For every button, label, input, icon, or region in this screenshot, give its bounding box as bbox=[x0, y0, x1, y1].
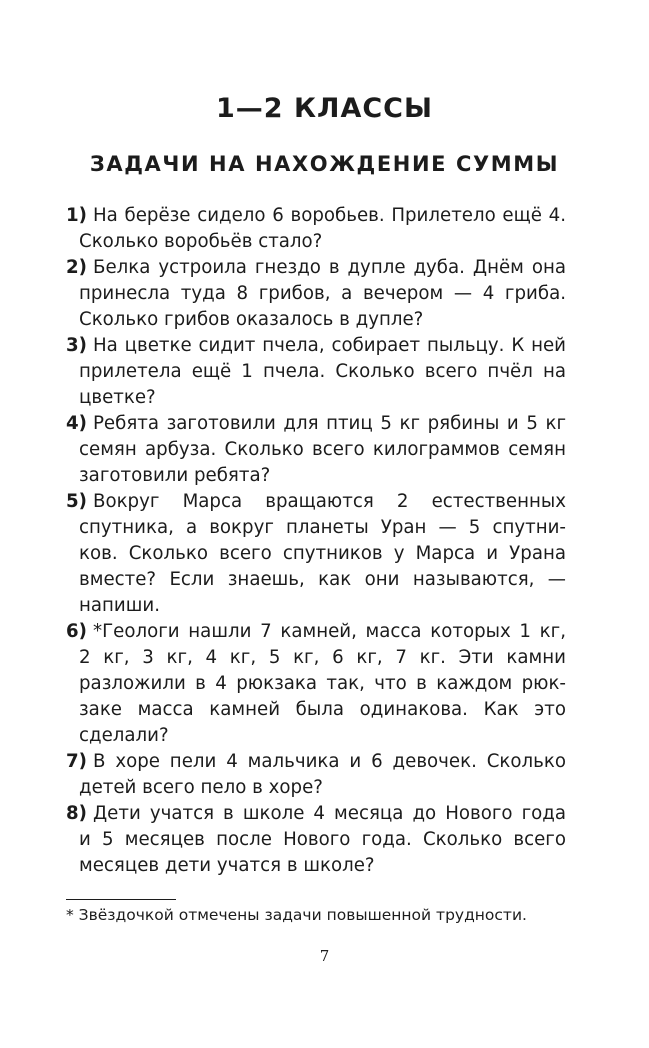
task-text-line: месяцев дети учатся в школе? bbox=[79, 855, 375, 876]
task-6 bbox=[66, 619, 566, 749]
task-text-line: *Геологи нашли 7 камней, масса которых 1 кг, bbox=[92, 621, 566, 642]
footnote-divider bbox=[66, 899, 176, 900]
task-text-line: Вокруг Марса вращаются 2 естественных bbox=[92, 491, 566, 512]
task-text-line: вместе? Если знаешь, как они называются, — bbox=[79, 569, 566, 590]
task-7 bbox=[66, 749, 566, 801]
task-2 bbox=[66, 255, 566, 333]
task-5 bbox=[66, 489, 566, 619]
task-text-line: сделали? bbox=[79, 725, 169, 746]
task-text-line: Сколько воробьёв стало? bbox=[79, 231, 323, 252]
task-text-line: Дети учатся в школе 4 месяца до Нового года bbox=[92, 803, 566, 824]
task-number: 1) bbox=[66, 205, 87, 226]
task-text-line: напиши. bbox=[79, 595, 160, 616]
task-text-line: семян арбуза. Сколько всего килограммов семян bbox=[79, 439, 566, 460]
task-text-line: На цветке сидит пчела, собирает пыльцу. К ней bbox=[92, 335, 566, 356]
task-number: 3) bbox=[66, 335, 87, 356]
task-number: 8) bbox=[66, 803, 87, 824]
section-heading: ЗАДАЧИ НА НАХОЖДЕНИЕ СУММЫ bbox=[89, 152, 560, 176]
task-text-line: Белка устроила гнездо в дупле дуба. Днём она bbox=[92, 257, 566, 278]
task-text-line: 2 кг, 3 кг, 4 кг, 5 кг, 6 кг, 7 кг. Эти камни bbox=[79, 647, 566, 668]
task-text-line: заке масса камней была одинакова. Как это bbox=[79, 699, 566, 720]
task-number: 6) bbox=[66, 621, 87, 642]
task-text-line: и 5 месяцев после Нового года. Сколько всего bbox=[79, 829, 566, 850]
task-text-line: цветке? bbox=[79, 387, 156, 408]
grade-heading: 1—2 КЛАССЫ bbox=[216, 93, 433, 124]
task-text-line: В хоре пели 4 мальчика и 6 девочек. Сколько bbox=[92, 751, 566, 772]
task-text-line: спутника, а вокруг планеты Уран — 5 спутни- bbox=[79, 517, 566, 538]
task-number: 5) bbox=[66, 491, 87, 512]
task-number: 2) bbox=[66, 257, 87, 278]
task-text-line: заготовили ребята? bbox=[79, 465, 271, 486]
task-4 bbox=[66, 411, 566, 489]
page-number: 7 bbox=[319, 947, 330, 965]
task-text-line: принесла туда 8 грибов, а вечером — 4 гриба. bbox=[79, 283, 566, 304]
task-8 bbox=[66, 801, 566, 879]
task-1 bbox=[66, 203, 566, 255]
task-text-line: Ребята заготовили для птиц 5 кг рябины и 5 кг bbox=[92, 413, 566, 434]
task-text-line: детей всего пело в хоре? bbox=[79, 777, 323, 798]
task-text-line: разложили в 4 рюкзака так, что в каждом рюк- bbox=[79, 673, 566, 694]
task-text-line: ков. Сколько всего спутников у Марса и Урана bbox=[79, 543, 566, 564]
task-number: 4) bbox=[66, 413, 87, 434]
task-text-line: прилетела ещё 1 пчела. Сколько всего пчёл на bbox=[79, 361, 566, 382]
task-list bbox=[66, 203, 566, 879]
task-number: 7) bbox=[66, 751, 87, 772]
task-3 bbox=[66, 333, 566, 411]
task-text-line: Сколько грибов оказалось в дупле? bbox=[79, 309, 424, 330]
footnote: * Звёздочкой отмечены задачи повышенной трудности. bbox=[66, 906, 527, 924]
task-text-line: На берёзе сидело 6 воробьев. Прилетело ещё 4. bbox=[92, 205, 566, 226]
